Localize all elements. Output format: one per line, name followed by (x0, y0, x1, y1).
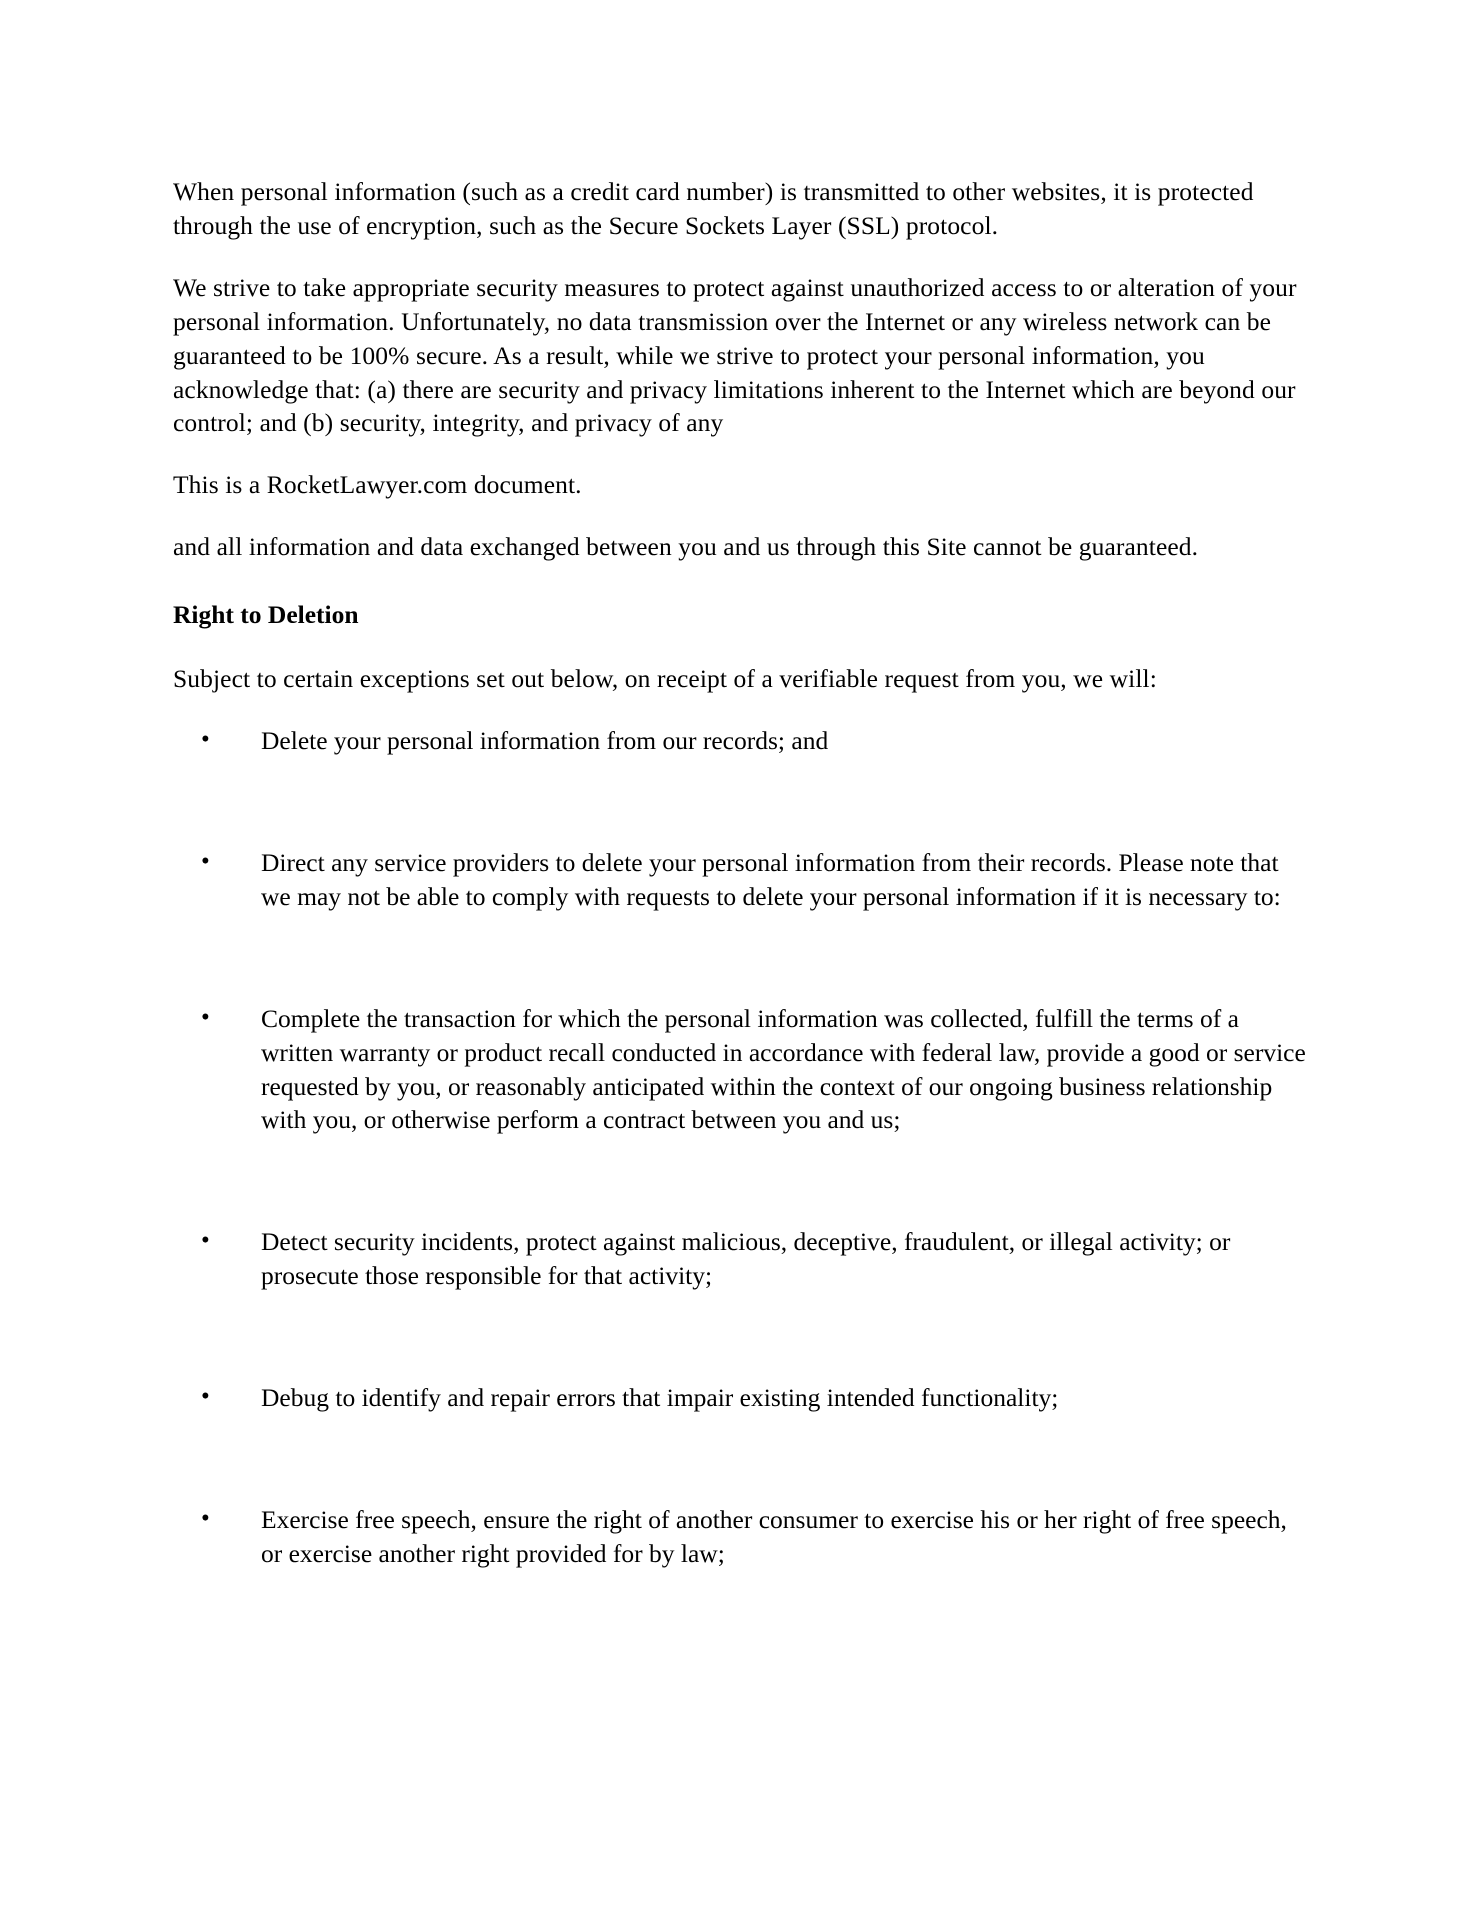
bullet-icon: • (201, 847, 210, 875)
list-item-text: Delete your personal information from our records; and (261, 725, 829, 755)
list-item (173, 724, 1314, 758)
list-item (173, 1002, 1314, 1138)
paragraph-deletion-intro: Subject to certain exceptions set out below, on receipt of a verifiable request from you, we will: (173, 664, 1157, 694)
list-item-text: Detect security incidents, protect against malicious, deceptive, fraudulent, or illegal activity; or prosecute those responsible for that activity; (261, 1227, 1231, 1291)
paragraph-encryption: When personal information (such as a credit card number) is transmitted to other websites, it is protected through the use of encryption, such as the Secure Sockets Layer (SSL) protocol. (173, 177, 1254, 240)
list-item (173, 1503, 1314, 1571)
bullet-icon: • (201, 1505, 210, 1533)
list-item-text: Debug to identify and repair errors that impair existing intended functionality; (261, 1383, 1059, 1413)
list-item (173, 1225, 1314, 1293)
paragraph-security-measures: We strive to take appropriate security measures to protect against unauthorized access to or alteration of your personal information. Unfortunately, no data transmission over the Internet or any wireless network can be guaranteed to be 100% secure. As a result, while we strive to protect your personal information, you acknowledge that: (a) there are security and privacy limitations inherent to the Internet which are beyond our control; and (b) security, integrity, and privacy of any (173, 272, 1297, 438)
paragraph-rocketlawyer-notice: This is a RocketLawyer.com document. (173, 470, 582, 500)
paragraph-data-exchange: and all information and data exchanged between you and us through this Site cannot be guaranteed. (173, 532, 1199, 562)
list-item-text: Complete the transaction for which the personal information was collected, fulfill the terms of a written warranty or product recall conducted in accordance with federal law, provide a good or service requested by you, or reasonably anticipated within the context of our ongoing business relationship with you, or otherwise perform a contract between you and us; (261, 1003, 1306, 1135)
list-item-text: Direct any service providers to delete your personal information from their records. Please note that we may not be able to comply with requests to delete your personal information if it is necessary to: (261, 847, 1281, 911)
bullet-icon: • (201, 1003, 210, 1031)
bullet-icon: • (201, 725, 210, 753)
list-item (173, 846, 1314, 914)
deletion-bullet-list (173, 724, 1314, 1571)
section-heading-right-to-deletion: Right to Deletion (173, 600, 359, 630)
bullet-icon: • (201, 1227, 210, 1255)
list-item-text: Exercise free speech, ensure the right of another consumer to exercise his or her right of free speech, or exercise another right provided for by law; (261, 1505, 1287, 1568)
list-item (173, 1381, 1314, 1415)
bullet-icon: • (201, 1383, 210, 1411)
